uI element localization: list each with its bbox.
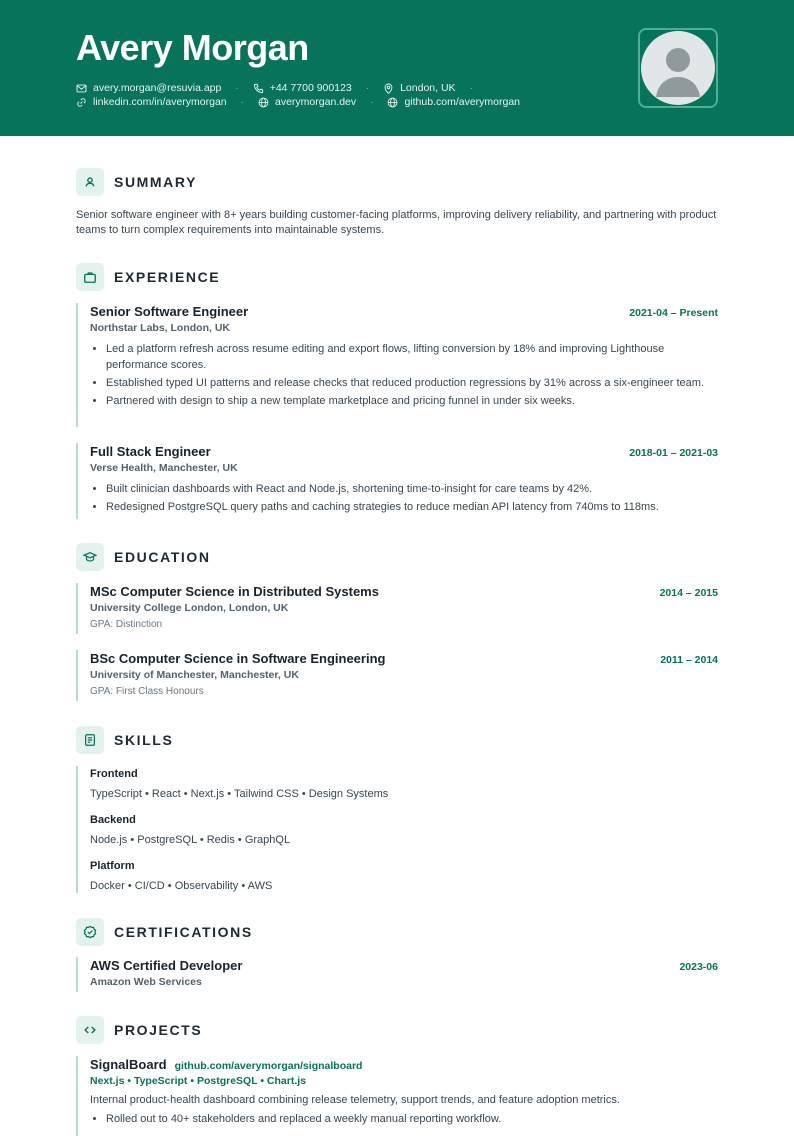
- education-dates: 2014 – 2015: [659, 587, 718, 599]
- gpa-note: GPA: First Class Honours: [90, 686, 204, 697]
- section-education-header: [76, 543, 211, 571]
- skill-group-label: Backend: [90, 814, 136, 826]
- education-dates: 2011 – 2014: [660, 654, 718, 666]
- certification-date: 2023-06: [679, 961, 718, 973]
- project-name: SignalBoard: [90, 1057, 167, 1072]
- separator: ·: [235, 82, 239, 94]
- section-title: SKILLS: [114, 732, 174, 748]
- resume-header: [0, 0, 794, 136]
- entry-header: [90, 650, 718, 668]
- certification-entry: [76, 957, 718, 992]
- employer: Verse Health, Manchester, UK: [90, 462, 238, 474]
- section-title: SUMMARY: [114, 174, 198, 190]
- section-experience-header: [76, 263, 220, 291]
- map-pin-icon: [383, 83, 394, 94]
- list-icon: [76, 726, 104, 754]
- list-item: • Redesigned PostgreSQL query paths and caching strategies to reduce median API latency from 740ms to 118ms.: [106, 499, 718, 515]
- skills-block: [76, 766, 718, 893]
- entry-header: [90, 583, 718, 601]
- project-tech-stack: Next.js • TypeScript • PostgreSQL • Chart.js: [90, 1075, 307, 1087]
- globe-icon: [258, 97, 269, 108]
- gpa-note: GPA: Distinction: [90, 619, 163, 630]
- separator: ·: [365, 82, 370, 94]
- separator: ·: [240, 96, 244, 108]
- contact-list: [76, 81, 616, 109]
- job-title: Full Stack Engineer: [90, 444, 211, 459]
- github-text: github.com/averymorgan: [404, 96, 521, 108]
- candidate-name: Avery Morgan: [76, 27, 309, 68]
- achievement-list: [90, 481, 718, 515]
- entry-header: [90, 957, 718, 975]
- section-title: EXPERIENCE: [114, 269, 221, 285]
- certification-issuer: Amazon Web Services: [90, 976, 202, 988]
- badge-check-icon: [76, 918, 104, 946]
- section-projects-header: [76, 1016, 202, 1044]
- email-text: avery.morgan@resuvia.app: [93, 82, 222, 94]
- job-title: Senior Software Engineer: [90, 304, 249, 319]
- education-entry: [76, 583, 718, 634]
- project-header: [90, 1056, 718, 1074]
- separator: ·: [370, 96, 374, 108]
- experience-entry: [76, 303, 718, 427]
- list-item: • Established typed UI patterns and release checks that reduced production regressions by 31% across a six-engineer team.: [106, 375, 718, 391]
- phone-icon: [253, 83, 264, 94]
- link-icon: [76, 97, 87, 108]
- list-item: • Partnered with design to ship a new template marketplace and pricing funnel in under six weeks.: [106, 393, 718, 409]
- contact-website[interactable]: [258, 96, 356, 108]
- mail-icon: [76, 83, 87, 94]
- section-skills-header: [76, 726, 173, 754]
- experience-entry: [76, 443, 718, 519]
- project-entry: [76, 1056, 718, 1136]
- project-description: Internal product-health dashboard combining release telemetry, support trends, and feature adoption metrics.: [90, 1094, 620, 1106]
- section-title: CERTIFICATIONS: [114, 924, 253, 940]
- certification-name: AWS Certified Developer: [90, 958, 243, 973]
- skill-group-values: TypeScript • React • Next.js • Tailwind CSS • Design Systems: [90, 788, 389, 800]
- profile-photo-frame: [638, 28, 718, 108]
- job-dates: 2018-01 – 2021-03: [629, 447, 718, 459]
- education-entry: [76, 650, 718, 701]
- project-bullets: [90, 1111, 718, 1127]
- avatar: [641, 31, 715, 105]
- contact-location: [383, 82, 455, 94]
- section-certifications-header: [76, 918, 253, 946]
- code-icon: [76, 1016, 104, 1044]
- list-item: • Built clinician dashboards with React and Node.js, shortening time-to-insight for care teams by 42%.: [106, 481, 718, 497]
- skill-group-label: Platform: [90, 860, 135, 872]
- skill-group-values: Docker • CI/CD • Observability • AWS: [90, 880, 273, 892]
- contact-linkedin[interactable]: [76, 96, 227, 108]
- linkedin-text: linkedin.com/in/averymorgan: [93, 96, 227, 108]
- graduation-cap-icon: [76, 543, 104, 571]
- list-item: • Led a platform refresh across resume editing and export flows, lifting conversion by 18% and improving Lighthouse performance scores.: [106, 341, 718, 373]
- contact-row-2: [76, 95, 616, 109]
- entry-header: [90, 443, 718, 461]
- section-summary-header: [76, 168, 197, 196]
- institution: University College London, London, UK: [90, 602, 289, 614]
- contact-row-1: [76, 81, 616, 95]
- degree-title: MSc Computer Science in Distributed Systems: [90, 584, 379, 599]
- location-text: London, UK: [400, 82, 456, 94]
- contact-phone[interactable]: [253, 82, 352, 94]
- separator: ·: [469, 82, 473, 94]
- skill-group-values: Node.js • PostgreSQL • Redis • GraphQL: [90, 834, 291, 846]
- user-icon: [76, 168, 104, 196]
- avatar-placeholder-icon: [641, 31, 715, 105]
- project-link[interactable]: github.com/averymorgan/signalboard: [174, 1060, 363, 1072]
- achievement-list: [90, 341, 718, 409]
- website-text: averymorgan.dev: [275, 96, 357, 108]
- section-title: PROJECTS: [114, 1022, 203, 1038]
- globe-icon: [387, 97, 398, 108]
- skill-group-label: Frontend: [90, 768, 138, 780]
- contact-github[interactable]: [387, 96, 520, 108]
- institution: University of Manchester, Manchester, UK: [90, 669, 299, 681]
- summary-text: Senior software engineer with 8+ years building customer-facing platforms, improving delivery reliability, and partnering with product teams to turn complex requirements into maintainable systems.: [76, 209, 717, 236]
- phone-text: +44 7700 900123: [269, 82, 352, 94]
- contact-email[interactable]: [76, 82, 221, 94]
- entry-header: [90, 303, 718, 321]
- job-dates: 2021-04 – Present: [629, 307, 718, 319]
- list-item: • Rolled out to 40+ stakeholders and replaced a weekly manual reporting workflow.: [106, 1111, 718, 1127]
- briefcase-icon: [76, 263, 104, 291]
- employer: Northstar Labs, London, UK: [90, 322, 230, 334]
- degree-title: BSc Computer Science in Software Engineering: [90, 651, 386, 666]
- section-title: EDUCATION: [114, 549, 211, 565]
